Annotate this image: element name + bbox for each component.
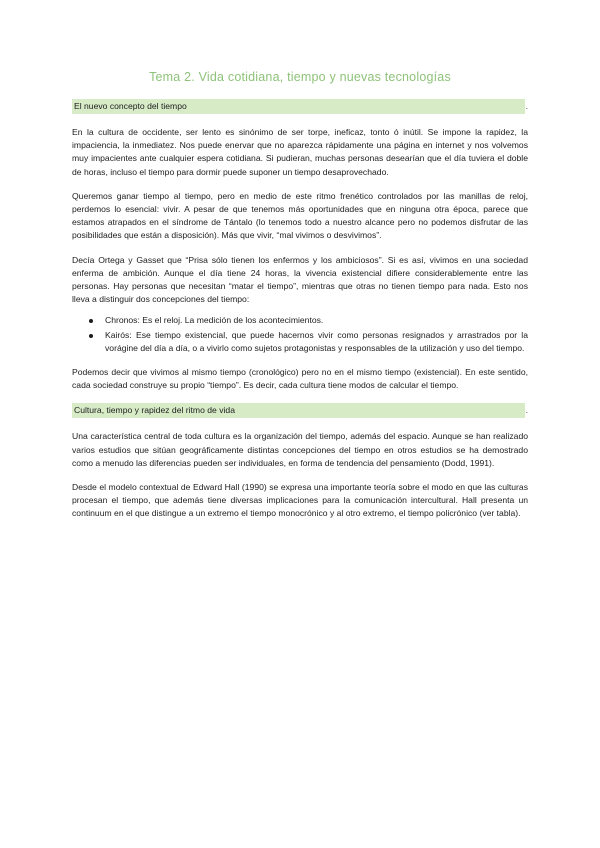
section-header-cultura	[72, 403, 528, 418]
section-heading-period: .	[525, 405, 528, 416]
bullet-list	[72, 314, 528, 355]
section-heading-period: .	[525, 101, 528, 111]
bullet-item-chronos: Chronos: Es el reloj. La medición de los acontecimientos.	[87, 314, 528, 327]
document-title: Tema 2. Vida cotidiana, tiempo y nuevas tecnologías	[149, 70, 451, 84]
paragraph: Podemos decir que vivimos al mismo tiempo (cronológico) pero no en el mismo tiempo (existencial). En este sentido, cada sociedad construye su propio “tiempo”. Es decir, cada cultura tiene modos de calcular el tiempo.	[72, 367, 528, 391]
paragraph: Desde el modelo contextual de Edward Hall (1990) se expresa una importante teoría sobre el modo en que las culturas procesan el tiempo, que además tiene diversas implicaciones para la comunicación intercultural. Hall presenta un continuum en el que distingue a un extremo el tiempo monocrónico y al otro extremo, el tiempo policrónico (ver tabla).	[72, 482, 528, 519]
section-heading: El nuevo concepto del tiempo	[74, 101, 187, 111]
paragraph: Queremos ganar tiempo al tiempo, pero en medio de este ritmo frenético controlados por las manillas de reloj, perdemos lo esencial: vivir. A pesar de que tenemos más oportunidades que en ninguna otra época, parece que estamos atrapados en el síndrome de Tántalo (lo tenemos todo a nuestro alcance pero no podemos disfrutar de las posibilidades que están a disposición). Más que vivir, “mal vivimos o desvivimos”.	[72, 190, 528, 241]
paragraph: Decía Ortega y Gasset que “Prisa sólo tienen los enfermos y los ambiciosos”. Si es así, vivimos en una sociedad enferma de ambición. Aunque el día tiene 24 horas, la vivencia existencial difiere considerablemente entre las personas. Hay personas que necesitan “matar el tiempo”, mientras que otras no tienen tiempo para nada. Esto nos lleva a distinguir dos concepciones del tiempo:	[72, 254, 528, 305]
bullet-item-kairos: Kairós: Ese tiempo existencial, que puede hacernos vivir como personas resignados y arrastrados por la vorágine del día a día, o a vivirlo como sujetos protagonistas y responsables de la utilización y uso del tiempo.	[87, 329, 528, 355]
section-header-tiempo	[72, 99, 528, 114]
paragraph: En la cultura de occidente, ser lento es sinónimo de ser torpe, ineficaz, tonto ó inútil. Se impone la rapidez, la impaciencia, la inmediatez. Nos puede enervar que no aparezca rápidamente una página en internet y nos volvemos muy impacientes ante cualquier espera cotidiana. Si pudieran, muchas personas desearían que el día tuviera el doble de horas, incluso el tiempo para dormir puede suponer un tiempo desaprovechado.	[72, 127, 528, 177]
document-page	[72, 68, 528, 532]
paragraph: Una característica central de toda cultura es la organización del tiempo, además del espacio. Aunque se han realizado varios estudios que sitúan geográficamente distintas concepciones del tiempo en otros estudios se ha demostrado como a menudo las diferencias pueden ser individuales, en forma de tendencia del pensamiento (Dodd, 1991).	[72, 431, 528, 468]
section-heading: Cultura, tiempo y rapidez del ritmo de vida	[74, 405, 235, 416]
